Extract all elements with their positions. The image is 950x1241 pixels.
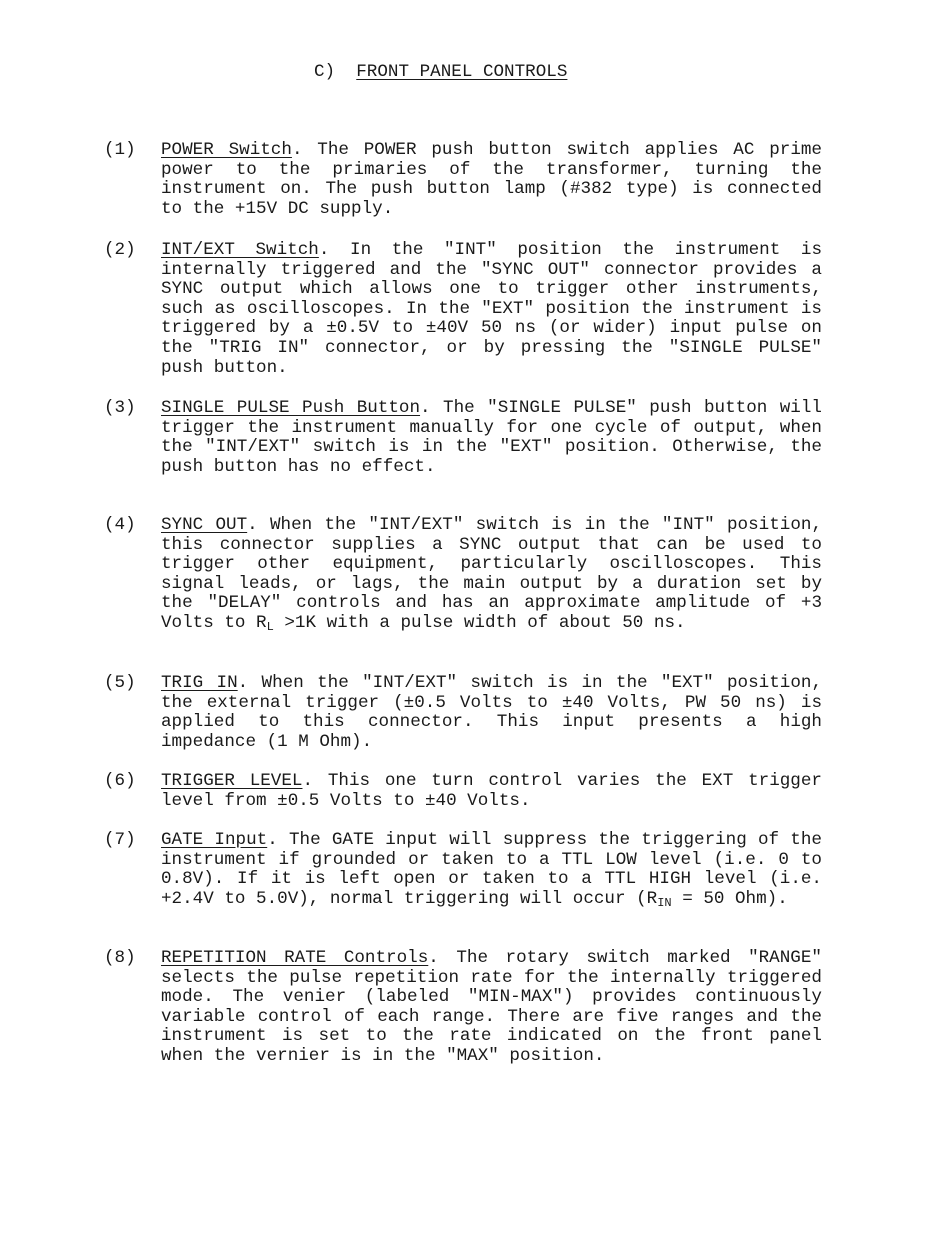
item-text: . The GATE input will suppress the triggering of the instrument if grounded or taken to a TTL LOW level (i.e. 0 to 0.8V). If it is left open or taken to a TTL HIGH level (i.e. +2.4V to 5.0V), normal triggering will occur (R bbox=[161, 830, 822, 909]
item-text-continued: >1K with a pulse width of about 50 ns. bbox=[273, 612, 686, 633]
item-number: (2) bbox=[104, 240, 136, 260]
item-description bbox=[161, 241, 822, 378]
item-text: . When the "INT/EXT" switch is in the "INT" position, this connector supplies a SYNC output that can be used to trigger other equipment, particularly oscilloscopes. This signal leads, or lags, the main output by a duration set by the "DELAY" controls and has an approximate amplitude of +3 Volts to R bbox=[161, 515, 823, 633]
item-number: (4) bbox=[104, 515, 136, 535]
control-item-single-pulse-button bbox=[104, 399, 824, 477]
item-number: (3) bbox=[104, 398, 136, 418]
item-text: . In the "INT" position the instrument is internally triggered and the "SYNC OUT" connector provides a SYNC output which allows one to trigger other instruments, such as oscilloscopes. In the "EXT" position the instrument is triggered by a ±0.5V to ±40V 50 ns (or wider) input pulse on the "TRIG IN" connector, or by pressing the "SINGLE PULSE" push button. bbox=[161, 240, 822, 378]
item-label: REPETITION RATE Controls bbox=[161, 948, 429, 968]
item-text: . The rotary switch marked "RANGE" selects the pulse repetition rate for the internally triggered mode. The venier (labeled "MIN-MAX") provides continuously variable control of each range. There are five ranges and the instrument is set to the rate indicated on the front panel when the vernier is in the "MAX" position. bbox=[161, 948, 822, 1066]
item-description bbox=[161, 674, 822, 752]
item-number: (8) bbox=[104, 948, 136, 968]
item-label: TRIG IN bbox=[161, 673, 238, 693]
item-label: INT/EXT Switch bbox=[161, 240, 319, 260]
section-heading: FRONT PANEL CONTROLS bbox=[356, 62, 568, 82]
item-label: SYNC OUT bbox=[161, 515, 248, 535]
item-label: POWER Switch bbox=[161, 140, 292, 160]
item-text: . The "SINGLE PULSE" push button will trigger the instrument manually for one cycle of output, when the "INT/EXT" switch is in the "EXT" position. Otherwise, the push button has no effect. bbox=[161, 398, 822, 477]
item-description bbox=[161, 516, 822, 634]
item-label: GATE Input bbox=[161, 830, 268, 850]
item-description bbox=[161, 399, 822, 477]
item-number: (6) bbox=[104, 771, 136, 791]
control-item-sync-out bbox=[104, 516, 824, 634]
section-title bbox=[314, 61, 567, 83]
subscript: IN bbox=[657, 895, 672, 910]
item-description bbox=[161, 141, 822, 219]
section-letter: C) bbox=[314, 62, 336, 82]
item-description bbox=[161, 949, 822, 1067]
control-item-power-switch bbox=[104, 141, 824, 219]
item-number: (7) bbox=[104, 830, 136, 850]
item-text: . This one turn control varies the EXT trigger level from ±0.5 Volts to ±40 Volts. bbox=[161, 771, 822, 811]
item-text: . When the "INT/EXT" switch is in the "EXT" position, the external trigger (±0.5 Volts to ±40 Volts, PW 50 ns) is applied to this connector. This input presents a high impedance (1 M Ohm). bbox=[161, 673, 823, 752]
item-label: TRIGGER LEVEL bbox=[161, 771, 303, 791]
control-item-int-ext-switch bbox=[104, 241, 824, 378]
control-item-trigger-level bbox=[104, 772, 824, 811]
item-description bbox=[161, 831, 822, 909]
item-number: (1) bbox=[104, 140, 136, 160]
control-item-trig-in bbox=[104, 674, 824, 752]
control-item-repetition-rate bbox=[104, 949, 824, 1067]
item-text-continued: = 50 Ohm). bbox=[671, 888, 788, 909]
item-text: . The POWER push button switch applies AC prime power to the primaries of the transformer, turning the instrument on. The push button lamp (#382 type) is connected to the +15V DC supply. bbox=[161, 140, 822, 219]
item-label: SINGLE PULSE Push Button bbox=[161, 398, 421, 418]
control-item-gate-input bbox=[104, 831, 824, 909]
subscript: L bbox=[266, 619, 274, 634]
item-number: (5) bbox=[104, 673, 136, 693]
item-description bbox=[161, 772, 822, 811]
